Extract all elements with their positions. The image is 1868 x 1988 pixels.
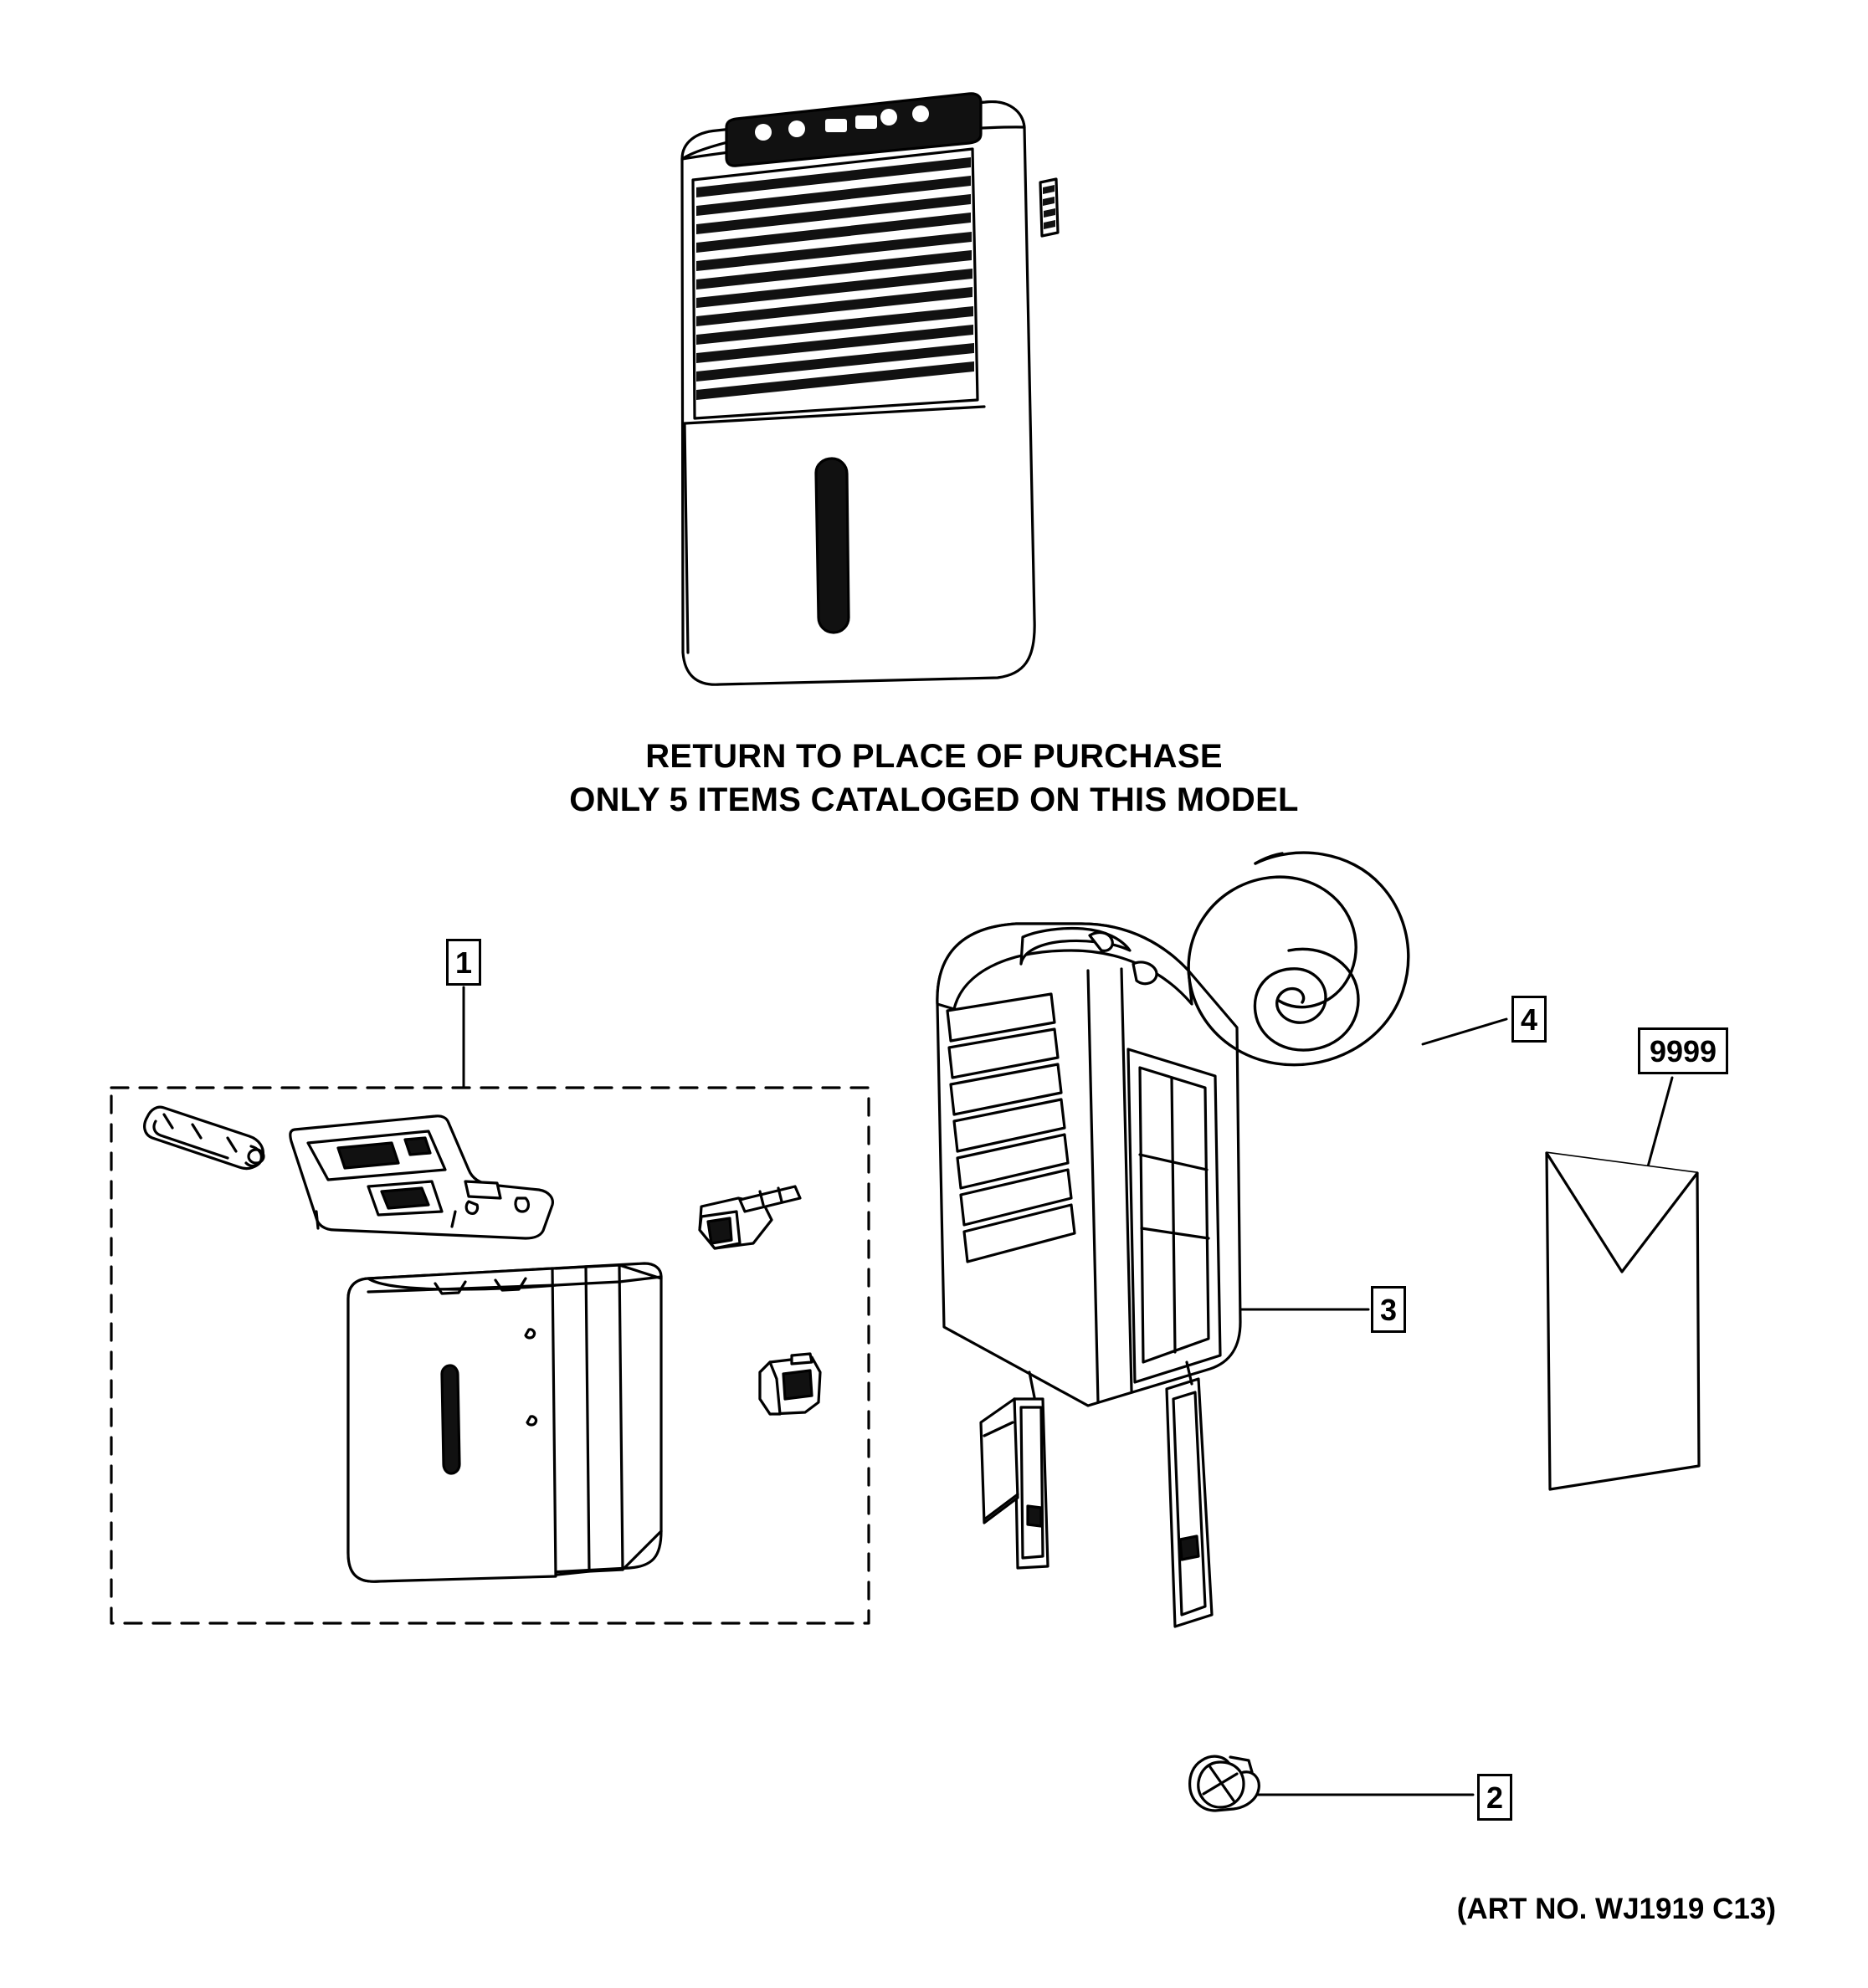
callout-9999[interactable]: 9999	[1638, 1027, 1728, 1074]
front-grille-assembly	[937, 924, 1240, 1627]
literature-packet	[1547, 1153, 1699, 1489]
notice-line-2: ONLY 5 ITEMS CATALOGED ON THIS MODEL	[569, 781, 1299, 818]
float-bracket-part	[290, 1116, 553, 1238]
callout-1[interactable]: 1	[446, 939, 481, 986]
notice-line-1: RETURN TO PLACE OF PURCHASE	[645, 738, 1223, 775]
art-number: (ART NO. WJ1919 C13)	[1456, 1893, 1776, 1925]
callout-2[interactable]: 2	[1477, 1774, 1512, 1821]
notice-text	[0, 735, 1868, 822]
handle-part	[145, 1107, 264, 1168]
callout-4[interactable]: 4	[1511, 996, 1547, 1043]
caster-wheel	[1190, 1756, 1260, 1811]
callout-3[interactable]: 3	[1371, 1286, 1406, 1333]
clip-upper-part	[700, 1186, 800, 1248]
bucket-part	[348, 1263, 661, 1581]
clip-lower-part	[760, 1354, 820, 1414]
dehumidifier-cabinet	[682, 94, 1058, 684]
